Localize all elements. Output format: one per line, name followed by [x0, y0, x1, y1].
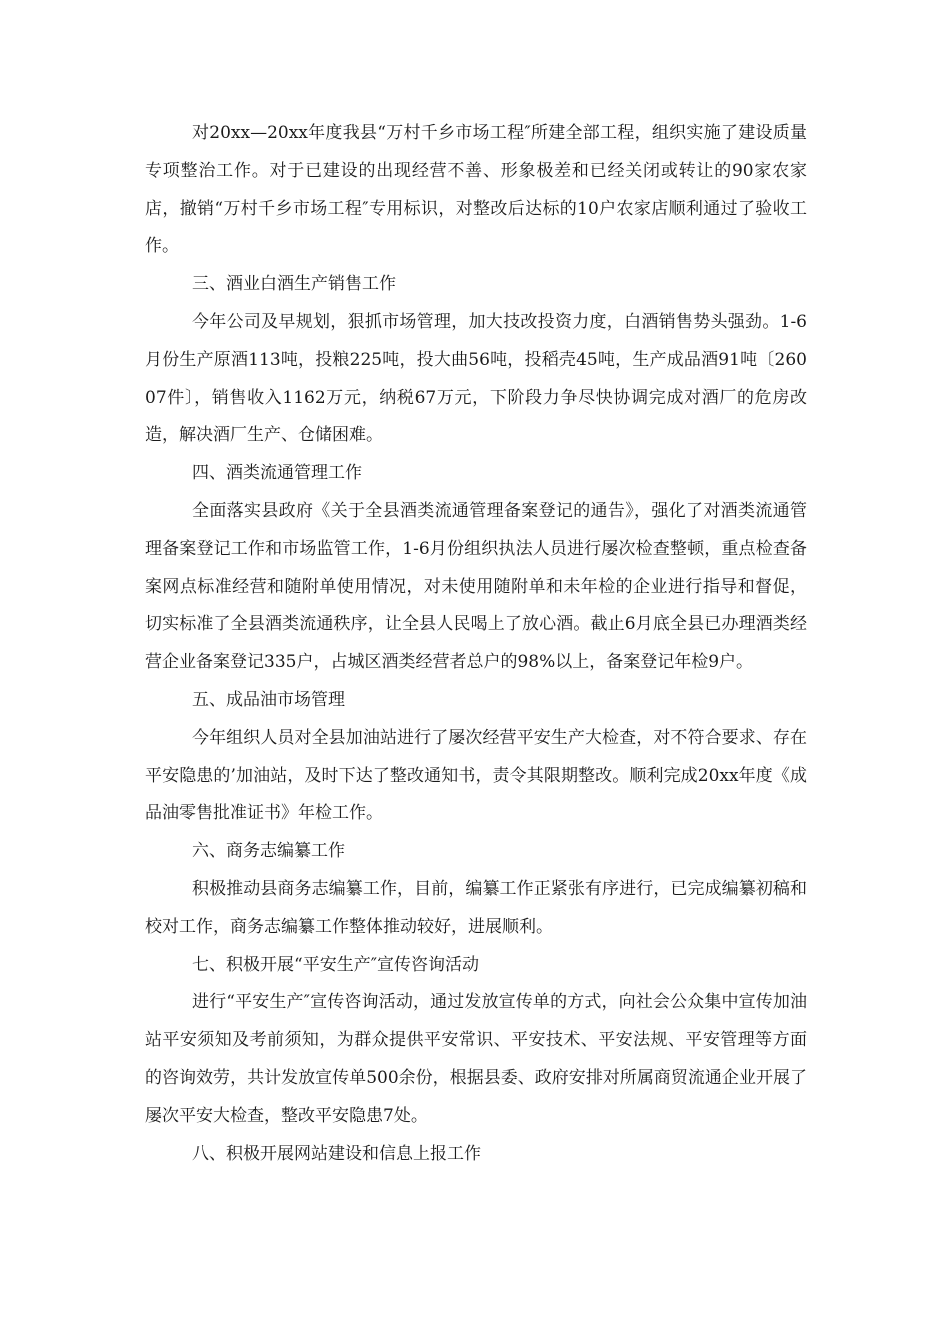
paragraph-commerce-annals: 积极推动县商务志编纂工作，目前，编纂工作正紧张有序进行，已完成编纂初稿和校对工作，商务志编纂工作整体推动较好，进展顺利。 — [145, 878, 807, 937]
paragraph-safety-campaign: 进行“平安生产″宣传咨询活动，通过发放宣传单的方式，向社会公众集中宣传加油站平安须知及考前须知，为群众提供平安常识、平安技术、平安法规、平安管理等方面的咨询效劳，共计发放宣传单500余份，根据县委、政府安排对所属商贸流通企业开展了屡次平安大检查，整改平安隐患7处。 — [145, 992, 807, 1126]
paragraph-quality-rectification: 对20xx—20xx年度我县“万村千乡市场工程″所建全部工程，组织实施了建设质量专项整治工作。对于已建设的出现经营不善、形象极差和已经关闭或转让的90家农家店，撤销“万村千乡市场工程″专用标识，对整改后达标的10户农家店顺利通过了验收工作。 — [145, 123, 807, 257]
heading-commerce-annals: 六、商务志编纂工作 — [192, 841, 345, 862]
paragraph-liquor-production: 今年公司及早规划，狠抓市场管理，加大技改投资力度，白酒销售势头强劲。1-6月份生产原酒113吨，投粮225吨，投大曲56吨，投稻壳45吨，生产成品酒91吨〔26007件〕，销售收入1162万元，纳税67万元，下阶段力争尽快协调完成对酒厂的危房改造，解决酒厂生产、仓储困难。 — [145, 311, 807, 446]
heading-liquor-circulation: 四、酒类流通管理工作 — [192, 463, 362, 484]
heading-oil-market: 五、成品油市场管理 — [192, 689, 345, 710]
paragraph-oil-market: 今年组织人员对全县加油站进行了屡次经营平安生产大检查，对不符合要求、存在平安隐患的’加油站，及时下达了整改通知书，责令其限期整改。顺利完成20xx年度《成品油零售批准证书》年检工作。 — [145, 727, 807, 824]
heading-liquor-production: 三、酒业白酒生产销售工作 — [192, 274, 396, 295]
heading-website-info: 八、积极开展网站建设和信息上报工作 — [192, 1143, 481, 1164]
heading-safety-campaign: 七、积极开展“平安生产″宣传咨询活动 — [192, 954, 480, 975]
paragraph-liquor-circulation: 全面落实县政府《关于全县酒类流通管理备案登记的通告》，强化了对酒类流通管理备案登记工作和市场监管工作，1-6月份组织执法人员进行屡次检查整顿，重点检查备案网点标准经营和随附单使用情况，对未使用随附单和未年检的企业进行指导和督促，切实标准了全县酒类流通秩序，让全县人民喝上了放心酒。截止6月底全县已办理酒类经营企业备案登记335户，占城区酒类经营者总户的98%以上，备案登记年检9户。 — [145, 500, 807, 673]
document-body — [145, 115, 807, 1173]
